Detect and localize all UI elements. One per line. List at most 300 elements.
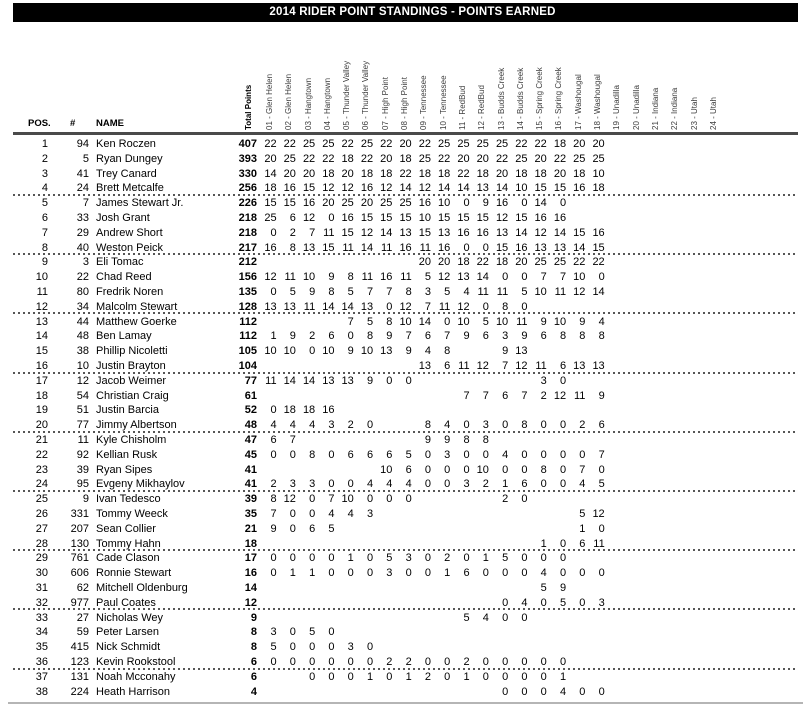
round-column-header: 13 - Budds Creek xyxy=(496,67,506,130)
round-points-cell: 7 xyxy=(579,463,586,476)
round-points-cell: 8 xyxy=(405,286,412,298)
round-points-cell: 3 xyxy=(386,567,393,580)
round-points-cell: 10 xyxy=(592,167,605,180)
round-points-cell: 18 xyxy=(264,182,277,195)
round-points-cell: 9 xyxy=(444,434,451,446)
round-points-cell: 12 xyxy=(341,182,354,195)
table-row xyxy=(0,507,811,522)
round-points-cell: 13 xyxy=(264,300,277,313)
round-points-cell: 5 xyxy=(463,611,470,624)
round-points-cell: 0 xyxy=(309,656,316,668)
round-points-cell: 15 xyxy=(380,212,393,224)
round-points-cell: 22 xyxy=(573,256,586,269)
round-points-cell: 7 xyxy=(289,434,296,446)
round-points-cell: 15 xyxy=(515,212,528,224)
round-points-cell: 6 xyxy=(559,360,567,372)
table-row xyxy=(0,566,811,581)
total-points-cell: 226 xyxy=(238,197,257,210)
round-points-cell: 0 xyxy=(366,419,374,432)
round-points-cell: 25 xyxy=(302,138,316,150)
round-points-cell: 0 xyxy=(502,463,509,476)
round-points-cell: 10 xyxy=(380,463,393,476)
table-row xyxy=(0,492,811,507)
total-points-cell: 393 xyxy=(238,152,257,165)
round-points-cell: 2 xyxy=(386,656,393,668)
rider-number-cell: 95 xyxy=(76,478,89,491)
round-points-cell: 3 xyxy=(270,626,277,639)
round-points-cell: 12 xyxy=(438,271,451,284)
round-points-cell: 16 xyxy=(302,197,316,210)
round-points-cell: 11 xyxy=(419,241,431,254)
total-points-cell: 8 xyxy=(250,641,257,654)
table-row xyxy=(0,137,811,152)
round-points-cell: 0 xyxy=(366,641,374,654)
table-row xyxy=(0,285,811,300)
round-points-cell: 6 xyxy=(463,567,470,580)
round-points-cell: 15 xyxy=(553,182,567,195)
round-column-header: 04 - Hangtown xyxy=(322,77,332,130)
round-points-cell: 5 xyxy=(289,286,296,298)
rider-number-cell: 606 xyxy=(70,567,89,580)
round-points-cell: 14 xyxy=(553,226,567,239)
rider-number-cell: 12 xyxy=(76,374,89,387)
total-points-cell: 35 xyxy=(244,508,257,520)
rider-number-cell: 207 xyxy=(70,522,89,535)
round-points-cell: 25 xyxy=(534,256,547,269)
table-row xyxy=(0,270,811,285)
rider-name-cell: Josh Grant xyxy=(96,212,150,224)
rider-name-cell: Tommy Weeck xyxy=(96,508,168,520)
round-points-cell: 15 xyxy=(302,182,316,195)
round-points-cell: 11 xyxy=(477,286,489,298)
rider-number-cell: 224 xyxy=(70,685,89,698)
rider-number-cell: 761 xyxy=(70,552,89,565)
round-points-cell: 9 xyxy=(270,522,277,535)
rider-name-cell: Jacob Weimer xyxy=(96,374,167,387)
total-points-cell: 12 xyxy=(244,596,257,609)
round-points-cell: 16 xyxy=(341,212,354,224)
round-points-cell: 5 xyxy=(386,552,393,565)
round-points-cell: 1 xyxy=(559,670,567,683)
table-row xyxy=(0,640,811,655)
round-points-cell: 25 xyxy=(264,212,277,224)
round-points-cell: 5 xyxy=(366,315,374,328)
round-points-cell: 7 xyxy=(559,271,567,284)
round-points-cell: 9 xyxy=(309,286,316,298)
rider-name-cell: Peter Larsen xyxy=(96,626,159,639)
round-points-cell: 9 xyxy=(540,315,547,328)
round-points-cell: 13 xyxy=(322,374,335,387)
round-points-cell: 0 xyxy=(559,552,567,565)
rider-name-cell: Malcolm Stewart xyxy=(96,300,178,313)
round-points-cell: 11 xyxy=(342,241,354,254)
round-points-cell: 22 xyxy=(592,256,605,269)
position-cell: 35 xyxy=(35,641,48,654)
position-cell: 6 xyxy=(41,212,48,224)
round-column-header: 22 - Indiana xyxy=(670,87,680,130)
round-points-cell: 0 xyxy=(463,463,470,476)
round-points-cell: 15 xyxy=(283,197,296,210)
table-row xyxy=(0,403,811,418)
round-points-cell: 0 xyxy=(347,656,354,668)
round-points-cell: 2 xyxy=(405,656,412,668)
rider-name-cell: Tommy Hahn xyxy=(96,537,161,550)
round-points-cell: 6 xyxy=(579,537,586,550)
round-points-cell: 20 xyxy=(476,152,489,165)
rider-name-cell: Ivan Tedesco xyxy=(96,493,161,506)
round-points-cell: 0 xyxy=(424,463,431,476)
round-points-cell: 22 xyxy=(341,138,354,150)
round-points-cell: 18 xyxy=(553,138,567,150)
position-cell: 10 xyxy=(35,271,48,284)
round-points-cell: 12 xyxy=(476,360,489,372)
rider-number-cell: 11 xyxy=(77,434,89,446)
round-points-cell: 20 xyxy=(264,152,277,165)
round-points-cell: 15 xyxy=(438,212,451,224)
round-points-cell: 14 xyxy=(264,167,277,180)
rider-name-cell: Jimmy Albertson xyxy=(96,419,177,432)
round-points-cell: 0 xyxy=(444,478,451,491)
round-points-cell: 25 xyxy=(573,152,586,165)
round-points-cell: 20 xyxy=(534,152,547,165)
round-points-cell: 11 xyxy=(380,241,393,254)
round-points-cell: 0 xyxy=(309,345,316,358)
position-cell: 11 xyxy=(36,286,48,298)
round-points-cell: 20 xyxy=(438,256,451,269)
round-points-cell: 0 xyxy=(598,685,605,698)
round-points-cell: 7 xyxy=(598,448,605,461)
round-points-cell: 14 xyxy=(534,197,547,210)
round-points-cell: 3 xyxy=(540,374,547,387)
round-points-cell: 22 xyxy=(476,256,489,269)
round-points-cell: 16 xyxy=(515,241,528,254)
round-column-header: 18 - Washougal xyxy=(593,74,602,130)
round-points-cell: 9 xyxy=(521,330,528,343)
round-points-cell: 9 xyxy=(502,345,509,358)
rider-name-cell: Phillip Nicoletti xyxy=(96,345,168,358)
round-points-cell: 0 xyxy=(521,552,528,565)
round-points-cell: 6 xyxy=(347,448,354,461)
round-points-cell: 0 xyxy=(328,212,335,224)
rider-name-cell: Kellian Rusk xyxy=(96,448,158,461)
rider-number-cell: 51 xyxy=(76,404,89,417)
rider-number-column-header: # xyxy=(70,118,76,129)
rider-name-cell: Ryan Dungey xyxy=(96,152,163,165)
round-points-cell: 18 xyxy=(380,167,393,180)
round-points-cell: 3 xyxy=(405,552,412,565)
round-points-cell: 0 xyxy=(579,685,586,698)
round-points-cell: 11 xyxy=(573,389,586,402)
position-cell: 19 xyxy=(35,404,48,417)
table-row xyxy=(0,226,811,241)
round-points-cell: 0 xyxy=(366,567,374,580)
round-points-cell: 4 xyxy=(424,345,431,358)
round-points-cell: 13 xyxy=(418,360,431,372)
round-points-cell: 22 xyxy=(495,152,509,165)
round-points-cell: 20 xyxy=(573,138,586,150)
round-points-cell: 4 xyxy=(559,685,567,698)
round-points-cell: 12 xyxy=(360,226,374,239)
round-points-cell: 20 xyxy=(360,197,374,210)
round-points-cell: 0 xyxy=(598,463,605,476)
header-underline xyxy=(13,132,798,135)
total-points-cell: 8 xyxy=(250,626,257,639)
round-points-cell: 5 xyxy=(309,626,316,639)
round-points-cell: 2 xyxy=(289,226,296,239)
round-column-header: 10 - Tennessee xyxy=(438,75,448,130)
round-points-cell: 25 xyxy=(380,197,393,210)
rider-number-cell: 94 xyxy=(76,138,89,150)
table-row xyxy=(0,152,811,167)
total-points-cell: 256 xyxy=(238,182,257,195)
round-points-cell: 15 xyxy=(495,241,509,254)
round-points-cell: 9 xyxy=(405,345,412,358)
rider-name-cell: Justin Brayton xyxy=(96,360,166,372)
round-column-header: 24 - Utah xyxy=(708,97,718,130)
round-points-cell: 0 xyxy=(270,404,277,417)
round-points-cell: 15 xyxy=(264,197,277,210)
round-points-cell: 0 xyxy=(598,522,605,535)
round-points-cell: 16 xyxy=(360,182,374,195)
total-points-cell: 39 xyxy=(244,493,257,506)
round-points-cell: 25 xyxy=(476,138,489,150)
round-points-cell: 12 xyxy=(380,182,393,195)
round-points-cell: 25 xyxy=(341,197,354,210)
round-column-header: 11 - RedBud xyxy=(457,85,467,130)
round-points-cell: 0 xyxy=(559,656,567,668)
position-cell: 15 xyxy=(35,345,48,358)
round-points-cell: 10 xyxy=(438,197,451,210)
round-points-cell: 0 xyxy=(424,448,431,461)
round-points-cell: 20 xyxy=(380,152,393,165)
position-cell: 21 xyxy=(35,434,48,446)
rider-name-cell: Heath Harrison xyxy=(96,685,170,698)
round-points-cell: 4 xyxy=(328,508,335,520)
round-points-cell: 0 xyxy=(540,478,547,491)
rider-number-cell: 123 xyxy=(70,656,89,668)
total-points-cell: 407 xyxy=(238,138,257,150)
rider-number-cell: 38 xyxy=(76,345,89,358)
rider-number-cell: 415 xyxy=(70,641,89,654)
position-cell: 25 xyxy=(35,493,48,506)
round-points-cell: 1 xyxy=(366,670,374,683)
round-points-cell: 13 xyxy=(283,300,296,313)
round-column-header: 01 - Glen Helen xyxy=(264,73,274,130)
round-points-cell: 18 xyxy=(283,404,296,417)
round-points-cell: 13 xyxy=(438,226,451,239)
round-points-cell: 0 xyxy=(444,670,451,683)
pos-column-header: POS. xyxy=(28,118,51,129)
round-points-cell: 0 xyxy=(444,315,451,328)
round-points-cell: 13 xyxy=(592,360,605,372)
round-points-cell: 15 xyxy=(573,226,586,239)
round-points-cell: 20 xyxy=(283,167,296,180)
round-points-cell: 3 xyxy=(424,286,431,298)
round-points-cell: 20 xyxy=(592,138,605,150)
rider-name-cell: Matthew Goerke xyxy=(96,315,177,328)
rider-name-cell: Sean Collier xyxy=(96,522,156,535)
round-points-cell: 20 xyxy=(322,197,335,210)
round-points-cell: 0 xyxy=(366,493,374,506)
round-column-header: 05 - Thunder Valley xyxy=(342,60,352,130)
round-points-cell: 18 xyxy=(476,167,489,180)
position-cell: 32 xyxy=(35,596,48,609)
round-points-cell: 0 xyxy=(559,448,567,461)
round-points-cell: 0 xyxy=(502,419,509,432)
round-points-cell: 7 xyxy=(540,271,547,284)
round-points-cell: 0 xyxy=(540,685,547,698)
round-points-cell: 12 xyxy=(534,226,547,239)
round-points-cell: 16 xyxy=(573,182,586,195)
total-points-cell: 47 xyxy=(244,434,257,446)
round-column-header: 06 - Thunder Valley xyxy=(361,60,371,130)
round-points-cell: 0 xyxy=(424,567,431,580)
round-points-cell: 12 xyxy=(302,212,316,224)
rider-name-cell: Nick Schmidt xyxy=(96,641,161,654)
round-points-cell: 16 xyxy=(476,226,489,239)
table-row xyxy=(0,463,811,478)
table-row xyxy=(0,167,811,182)
round-points-cell: 0 xyxy=(521,197,528,210)
round-points-cell: 0 xyxy=(347,478,354,491)
round-points-cell: 0 xyxy=(521,656,528,668)
total-points-cell: 105 xyxy=(238,345,257,358)
round-points-cell: 0 xyxy=(540,448,547,461)
total-points-cell: 52 xyxy=(244,404,257,417)
round-points-cell: 22 xyxy=(360,152,374,165)
round-points-cell: 22 xyxy=(515,138,528,150)
round-points-cell: 13 xyxy=(380,345,393,358)
round-points-cell: 13 xyxy=(476,182,489,195)
round-points-cell: 20 xyxy=(457,152,470,165)
round-points-cell: 9 xyxy=(482,197,489,210)
rider-name-cell: Eli Tomac xyxy=(96,256,144,269)
round-points-cell: 14 xyxy=(438,182,451,195)
round-column-header: 17 - Washougal xyxy=(573,74,583,130)
round-points-cell: 0 xyxy=(444,656,451,668)
round-points-cell: 0 xyxy=(328,656,335,668)
round-points-cell: 12 xyxy=(573,286,586,298)
round-points-cell: 11 xyxy=(284,271,296,284)
round-points-cell: 5 xyxy=(598,478,605,491)
round-points-cell: 3 xyxy=(328,419,335,432)
round-points-cell: 10 xyxy=(360,345,374,358)
round-points-cell: 15 xyxy=(476,212,489,224)
round-points-cell: 4 xyxy=(579,478,586,491)
round-points-cell: 0 xyxy=(405,374,412,387)
total-points-cell: 330 xyxy=(238,167,257,180)
total-points-cell: 18 xyxy=(244,537,257,550)
total-points-cell: 218 xyxy=(238,226,257,239)
round-points-cell: 22 xyxy=(322,152,335,165)
round-points-cell: 22 xyxy=(457,167,470,180)
round-points-cell: 3 xyxy=(347,641,354,654)
round-points-cell: 0 xyxy=(270,226,277,239)
round-points-cell: 0 xyxy=(328,670,335,683)
rider-number-cell: 39 xyxy=(76,463,89,476)
round-points-cell: 13 xyxy=(573,360,586,372)
rider-name-cell: Noah Mcconahy xyxy=(96,670,176,683)
position-cell: 3 xyxy=(41,167,48,180)
round-points-cell: 0 xyxy=(444,463,451,476)
round-points-cell: 22 xyxy=(399,167,412,180)
round-points-cell: 4 xyxy=(482,611,489,624)
round-points-cell: 12 xyxy=(495,212,509,224)
round-points-cell: 4 xyxy=(289,419,296,432)
round-points-cell: 16 xyxy=(457,226,470,239)
rider-number-cell: 9 xyxy=(82,493,89,506)
rider-number-cell: 7 xyxy=(82,197,89,210)
position-cell: 5 xyxy=(41,197,48,210)
round-points-cell: 0 xyxy=(482,300,489,313)
round-points-cell: 11 xyxy=(323,226,335,239)
rider-name-cell: Cade Clason xyxy=(96,552,160,565)
round-points-cell: 4 xyxy=(463,286,470,298)
round-points-cell: 14 xyxy=(573,241,586,254)
round-points-cell: 6 xyxy=(482,330,489,343)
round-points-cell: 0 xyxy=(463,552,470,565)
round-points-cell: 8 xyxy=(598,330,605,343)
round-points-cell: 14 xyxy=(457,182,470,195)
round-points-cell: 9 xyxy=(559,582,567,594)
round-points-cell: 0 xyxy=(559,537,567,550)
round-points-cell: 0 xyxy=(270,567,277,580)
total-points-cell: 112 xyxy=(239,315,257,328)
round-points-cell: 14 xyxy=(360,241,374,254)
round-points-cell: 6 xyxy=(502,389,509,402)
round-column-header: 02 - Glen Helen xyxy=(284,73,294,130)
round-column-header: 19 - Unadilla xyxy=(612,85,622,130)
round-points-cell: 10 xyxy=(399,315,412,328)
round-points-cell: 12 xyxy=(399,300,412,313)
total-points-cell: 6 xyxy=(250,656,257,668)
round-points-cell: 0 xyxy=(521,567,528,580)
round-points-cell: 12 xyxy=(322,182,335,195)
round-points-cell: 5 xyxy=(559,596,567,609)
round-points-cell: 12 xyxy=(553,389,567,402)
rider-name-cell: Kevin Rookstool xyxy=(96,656,176,668)
round-points-cell: 0 xyxy=(289,552,296,565)
round-points-cell: 25 xyxy=(553,256,567,269)
round-points-cell: 13 xyxy=(515,345,528,358)
round-points-cell: 0 xyxy=(289,656,296,668)
round-points-cell: 5 xyxy=(270,641,277,654)
total-points-cell: 77 xyxy=(244,374,257,387)
round-points-cell: 1 xyxy=(289,567,296,580)
round-points-cell: 16 xyxy=(399,241,412,254)
round-points-cell: 7 xyxy=(328,493,335,506)
round-points-cell: 15 xyxy=(534,182,547,195)
round-points-cell: 0 xyxy=(559,567,567,580)
round-points-cell: 10 xyxy=(283,345,296,358)
round-points-cell: 6 xyxy=(424,330,431,343)
total-points-cell: 217 xyxy=(238,241,257,254)
round-points-cell: 11 xyxy=(554,286,567,298)
round-points-cell: 0 xyxy=(540,419,547,432)
table-row xyxy=(0,551,811,566)
total-points-cell: 128 xyxy=(238,300,257,313)
round-points-cell: 18 xyxy=(302,404,316,417)
round-points-cell: 0 xyxy=(328,448,335,461)
total-points-cell: 61 xyxy=(244,389,257,402)
round-points-cell: 2 xyxy=(309,330,316,343)
round-points-cell: 11 xyxy=(400,271,412,284)
round-points-cell: 0 xyxy=(559,419,567,432)
round-points-cell: 11 xyxy=(516,315,528,328)
table-row xyxy=(0,581,811,596)
round-points-cell: 0 xyxy=(366,552,374,565)
round-points-cell: 15 xyxy=(592,241,605,254)
